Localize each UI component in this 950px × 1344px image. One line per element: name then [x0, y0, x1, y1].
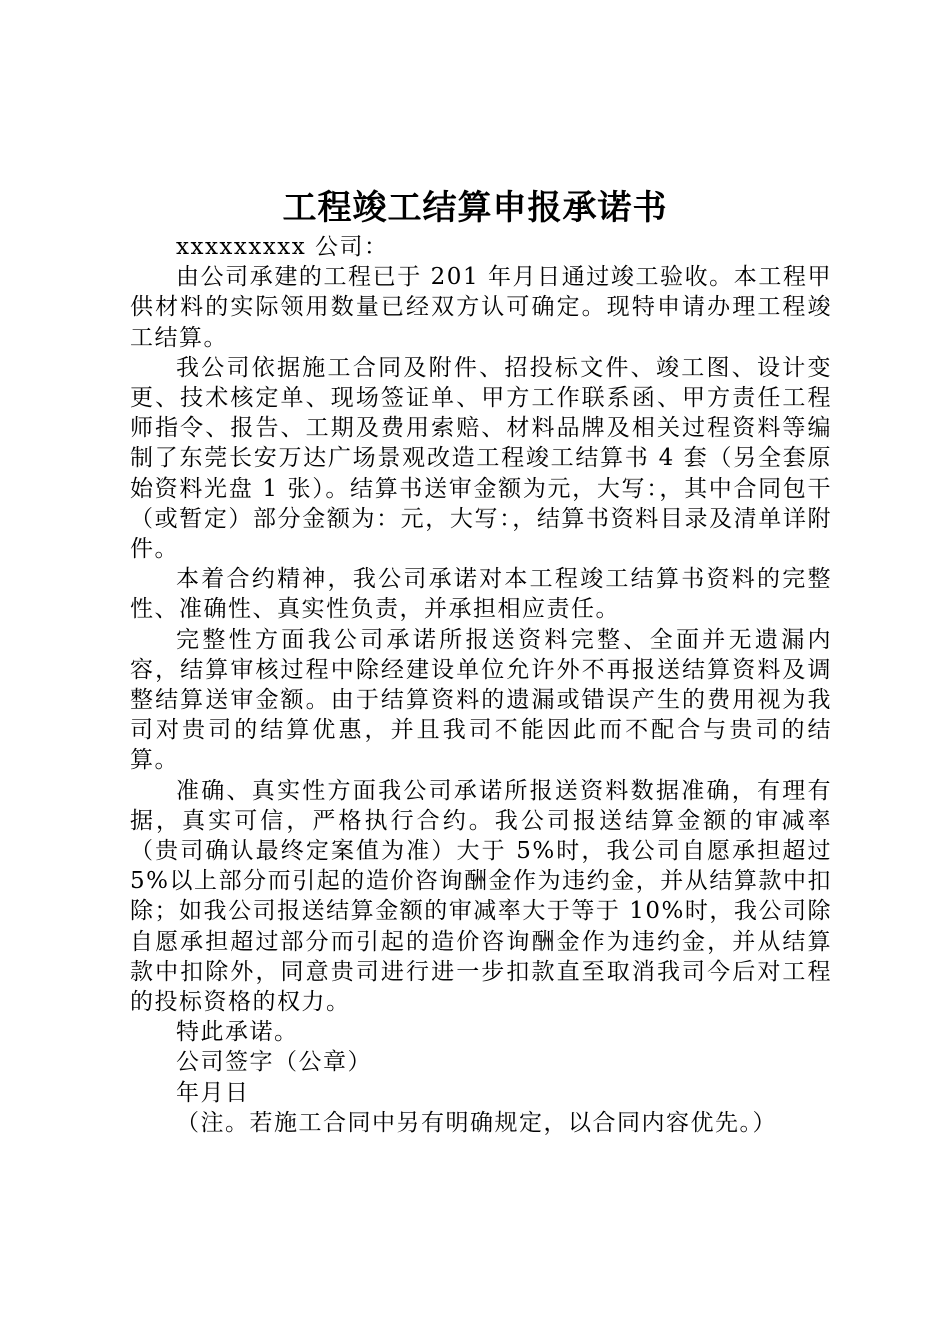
paragraph-commitment: 本着合约精神，我公司承诺对本工程竣工结算书资料的完整性、准确性、真实性负责，并承担相应责任。	[130, 566, 832, 623]
salutation: xxxxxxxxx 公司：	[176, 234, 389, 260]
date-line: 年月日	[176, 1079, 250, 1106]
paragraph-acceptance: 由公司承建的工程已于 201 年月日通过竣工验收。本工程甲供材料的实际领用数量已经双方认可确定。现特申请办理工程竣工结算。	[130, 264, 832, 351]
footnote: （注。若施工合同中另有明确规定，以合同内容优先。）	[176, 1109, 777, 1136]
paragraph-completeness: 完整性方面我公司承诺所报送资料完整、全面并无遗漏内容，结算审核过程中除经建设单位允许外不再报送结算资料及调整结算送审金额。由于结算资料的遗漏或错误产生的费用视为我司对贵司的结算优惠，并且我司不能因此而不配合与贵司的结算。	[130, 626, 832, 774]
signature-line: 公司签字（公章）	[176, 1049, 372, 1076]
paragraph-settlement-basis: 我公司依据施工合同及附件、招投标文件、竣工图、设计变更、技术核定单、现场签证单、甲方工作联系函、甲方责任工程师指令、报告、工期及费用索赔、材料品牌及相关过程资料等编制了东莞长安万达广场景观改造工程竣工结算书 4 套（另全套原始资料光盘 1 张）。结算书送审金额为元，大写：，其中合同包干（或暂定）部分金额为：元，大写：，结算书资料目录及清单详附件。	[130, 354, 832, 563]
closing-statement: 特此承诺。	[176, 1019, 299, 1046]
paragraph-accuracy: 准确、真实性方面我公司承诺所报送资料数据准确，有理有据，真实可信，严格执行合约。我公司报送结算金额的审减率（贵司确认最终定案值为准）大于 5%时，我公司自愿承担超过 5%以上部分而引起的造价咨询酬金作为违约金，并从结算款中扣除；如我公司报送结算金额的审减率大于等于 10%时，我公司除自愿承担超过部分而引起的造价咨询酬金作为违约金，并从结算款中扣除外，同意贵司进行进一步扣款直至取消我司今后对工程的投标资格的权力。	[130, 777, 832, 1016]
document-title: 工程竣工结算申报承诺书	[282, 188, 668, 228]
document-body	[130, 232, 832, 1138]
